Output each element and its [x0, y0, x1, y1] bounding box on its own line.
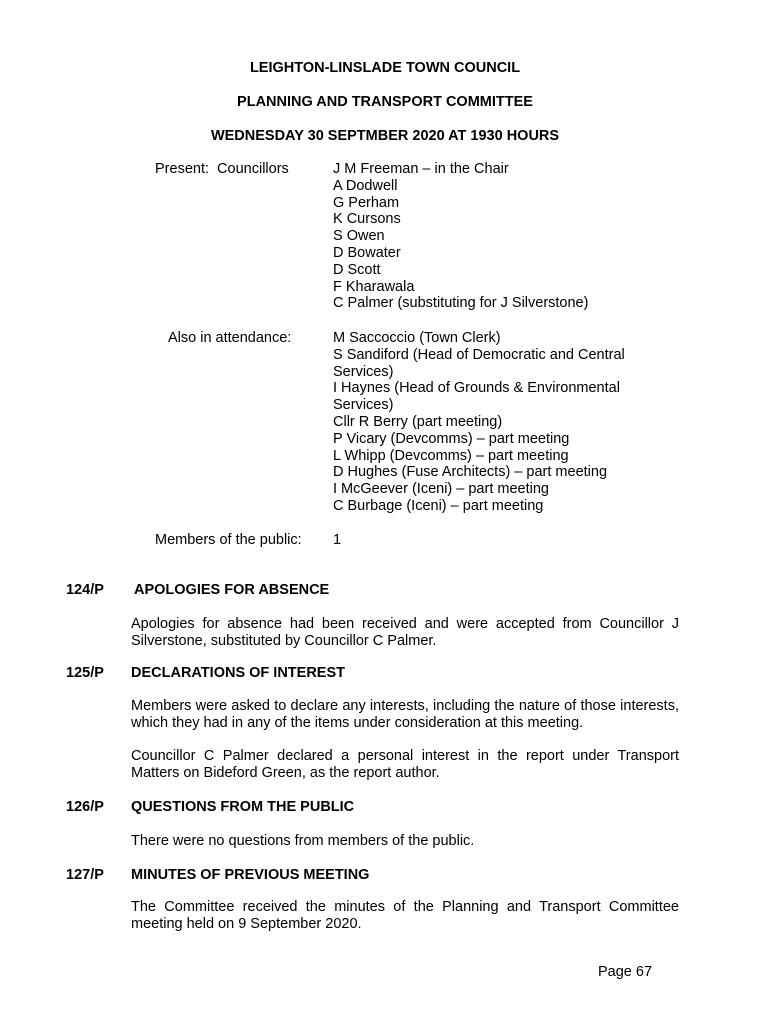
item-number: 127/P	[66, 867, 104, 883]
committee-title: PLANNING AND TRANSPORT COMMITTEE	[237, 94, 533, 110]
list-item: G Perham	[333, 194, 400, 211]
list-item: A Dodwell	[333, 177, 398, 194]
list-item: J M Freeman – in the Chair	[333, 161, 509, 177]
list-item: Services)	[333, 363, 394, 380]
list-item: I McGeever (Iceni) – part meeting	[333, 481, 549, 498]
councillor-list	[333, 161, 588, 312]
page-number: Page 67	[598, 964, 653, 980]
public-label: Members of the public:	[155, 532, 302, 548]
list-item: C Burbage (Iceni) – part meeting	[333, 497, 544, 514]
list-item: F Kharawala	[333, 278, 415, 295]
item-number: 125/P	[66, 665, 104, 681]
list-item: I Haynes (Head of Grounds & Environmental	[333, 380, 620, 397]
item-paragraph: There were no questions from members of the public.	[131, 833, 475, 849]
meeting-date: WEDNESDAY 30 SEPTMBER 2020 AT 1930 HOURS	[210, 128, 560, 144]
item-number: 124/P	[66, 582, 104, 598]
list-item: Cllr R Berry (part meeting)	[333, 413, 503, 430]
item-title: QUESTIONS FROM THE PUBLIC	[131, 799, 355, 815]
list-item: P Vicary (Devcomms) – part meeting	[333, 430, 570, 447]
list-item: D Bowater	[333, 244, 401, 261]
also-in-attendance-label: Also in attendance:	[168, 330, 292, 346]
item-number: 126/P	[66, 799, 104, 815]
list-item: M Saccoccio (Town Clerk)	[333, 330, 501, 346]
list-item: Services)	[333, 397, 394, 414]
list-item: C Palmer (substituting for J Silverstone)	[333, 295, 589, 312]
item-title: MINUTES OF PREVIOUS MEETING	[131, 867, 370, 883]
list-item: L Whipp (Devcomms) – part meeting	[333, 447, 569, 464]
item-paragraph: The Committee received the minutes of the Planning and Transport Committee meeting held on 9 September 2020.	[131, 899, 679, 933]
item-title: APOLOGIES FOR ABSENCE	[134, 582, 330, 598]
item-title: DECLARATIONS OF INTEREST	[131, 665, 346, 681]
council-title: LEIGHTON-LINSLADE TOWN COUNCIL	[249, 60, 521, 76]
item-paragraph: Members were asked to declare any interests, including the nature of those interests, which they had in any of the items under consideration at this meeting.	[131, 698, 679, 732]
list-item: S Owen	[333, 228, 385, 245]
present-label: Present: Councillors	[155, 161, 289, 177]
item-paragraph: Councillor C Palmer declared a personal interest in the report under Transport Matters on Bideford Green, as the report author.	[131, 748, 679, 782]
list-item: S Sandiford (Head of Democratic and Central	[333, 346, 625, 363]
list-item: D Hughes (Fuse Architects) – part meeting	[333, 464, 608, 481]
item-paragraph: Apologies for absence had been received and were accepted from Councillor J Silverstone, substituted by Councillor C Palmer.	[131, 616, 679, 650]
public-count: 1	[333, 532, 342, 548]
attendance-list	[333, 330, 625, 515]
list-item: K Cursons	[333, 211, 401, 228]
list-item: D Scott	[333, 261, 381, 278]
